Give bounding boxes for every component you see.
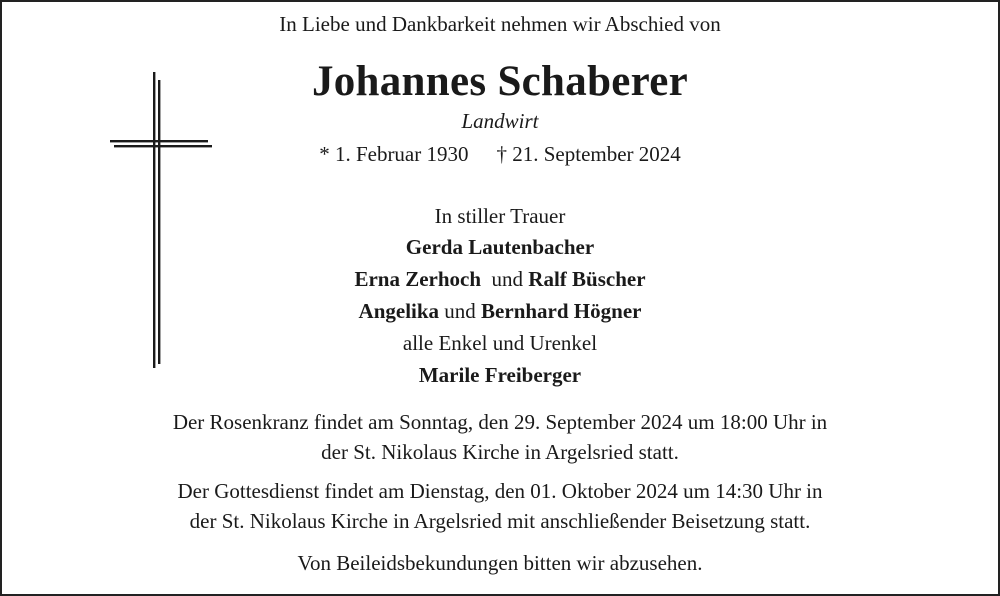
mourner-name: Gerda Lautenbacher (405, 235, 595, 259)
rosary-text: Der Rosenkranz findet am Sonntag, den 29. September 2024 um 18:00 Uhr in (172, 410, 828, 434)
mourner-line (2, 235, 998, 260)
closing-text: Von Beileidsbekundungen bitten wir abzusehen. (297, 551, 703, 575)
mourner-joiner: und (491, 267, 524, 291)
mourner-name: Bernhard Högner (481, 299, 642, 323)
mourners-heading: In stiller Trauer (434, 204, 566, 228)
mourner-line: alle Enkel und Urenkel (402, 331, 598, 355)
service-text: Der Gottesdienst findet am Dienstag, den 01. Oktober 2024 um 14:30 Uhr in (177, 479, 823, 503)
mourner-name: Marile Freiberger (418, 363, 582, 387)
mourner-line (2, 363, 998, 388)
service-text: der St. Nikolaus Kirche in Argelsried mit anschließender Beisetzung statt. (189, 509, 811, 533)
life-dates (2, 142, 998, 167)
birth-date: * 1. Februar 1930 (319, 142, 469, 166)
mourner-name: Angelika (358, 299, 440, 323)
occupation: Landwirt (461, 109, 539, 133)
intro-text: In Liebe und Dankbarkeit nehmen wir Abschied von (279, 12, 721, 36)
death-date: † 21. September 2024 (496, 142, 681, 166)
mourner-name: Ralf Büscher (528, 267, 646, 291)
mourner-line (2, 267, 998, 292)
mourner-line (2, 299, 998, 324)
mourner-joiner: und (444, 299, 476, 323)
rosary-text: der St. Nikolaus Kirche in Argelsried statt. (321, 440, 679, 464)
deceased-name: Johannes Schaberer (311, 58, 689, 105)
mourner-name: Erna Zerhoch (354, 267, 482, 291)
